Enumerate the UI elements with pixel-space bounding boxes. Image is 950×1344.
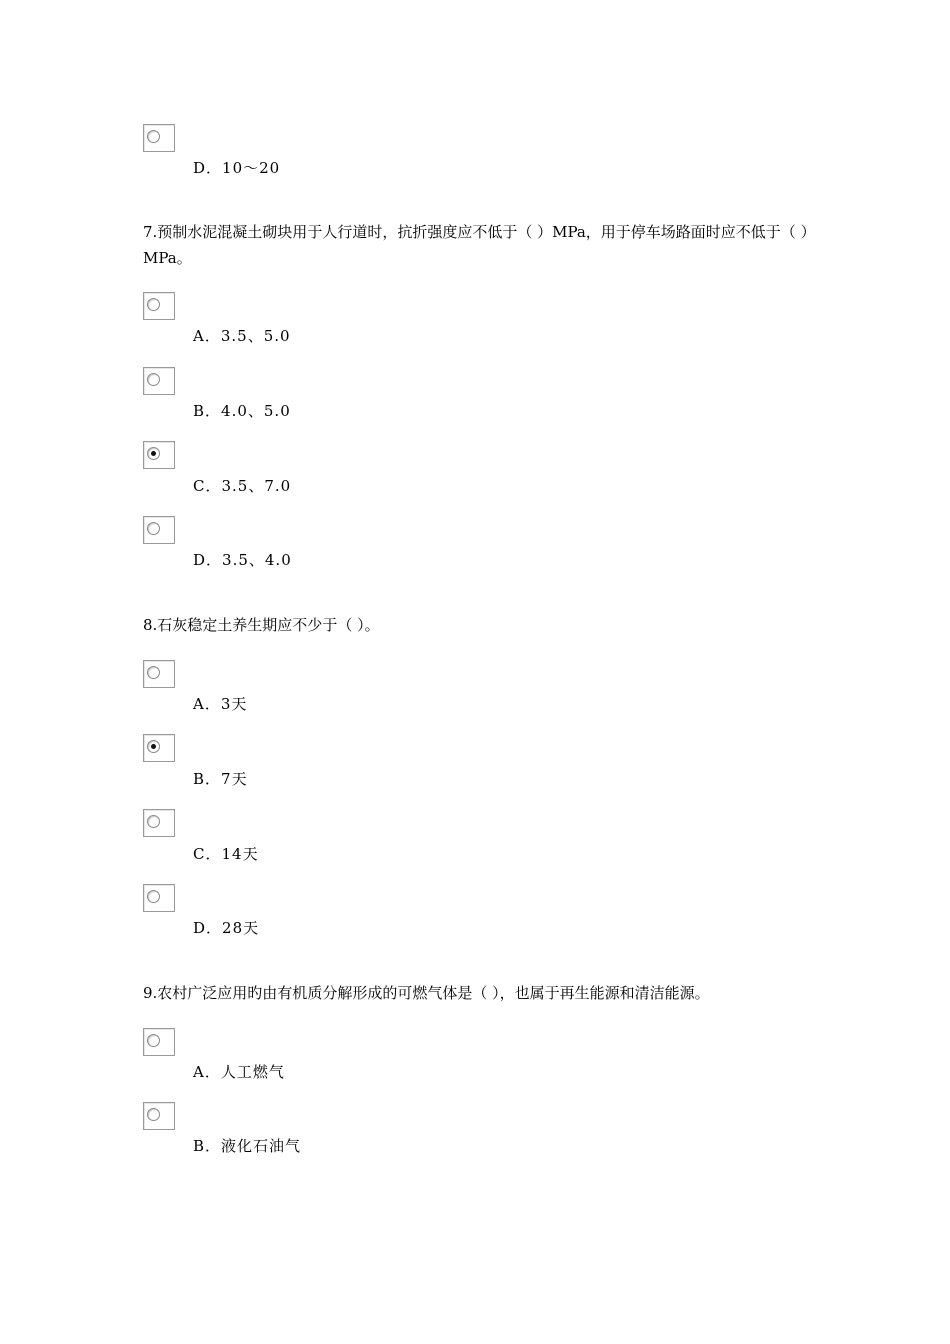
- radio-circle-icon: [147, 522, 160, 535]
- q9-option-b-label: B．液化石油气: [193, 1137, 302, 1155]
- q7-option-d-label: D．3.5、4.0: [193, 551, 292, 569]
- q8-option-d-label: D．28天: [193, 919, 260, 937]
- q7-option-a-label: A．3.5、5.0: [193, 327, 291, 345]
- radio-circle-icon: [147, 373, 160, 386]
- question-8-text: 8.石灰稳定土养生期应不少于（ ）。: [143, 616, 380, 634]
- q8-option-d-radio[interactable]: [143, 884, 175, 912]
- radio-circle-icon: [147, 298, 160, 311]
- q8-option-a-radio[interactable]: [143, 660, 175, 688]
- q7-option-b-radio[interactable]: [143, 367, 175, 395]
- q8-option-a-label: A．3天: [193, 695, 248, 713]
- radio-circle-icon: [147, 815, 160, 828]
- radio-circle-icon: [147, 890, 160, 903]
- q9-option-a-radio[interactable]: [143, 1028, 175, 1056]
- radio-dot-icon: [151, 744, 156, 749]
- q9-option-a-label: A．人工燃气: [193, 1063, 285, 1081]
- q7-option-c-label: C．3.5、7.0: [193, 477, 292, 495]
- q7-option-d-radio[interactable]: [143, 516, 175, 544]
- radio-circle-icon: [147, 130, 160, 143]
- question-7-text: 7.预制水泥混凝土砌块用于人行道时，抗折强度应不低于（ ）MPa，用于停车场路面时应不低于（ ）MPa。: [143, 223, 816, 267]
- q9-option-b-radio[interactable]: [143, 1102, 175, 1130]
- radio-circle-icon: [147, 1034, 160, 1047]
- radio-circle-icon: [147, 666, 160, 679]
- q8-option-b-label: B．7天: [193, 770, 248, 788]
- q8-option-b-radio[interactable]: [143, 734, 175, 762]
- q8-option-c-radio[interactable]: [143, 809, 175, 837]
- q7-option-a-radio[interactable]: [143, 292, 175, 320]
- q7-option-c-radio[interactable]: [143, 441, 175, 469]
- question-9-text: 9.农村广泛应用旳由有机质分解形成的可燃气体是（ ），也属于再生能源和清洁能源。: [143, 984, 710, 1002]
- q7-option-b-label: B．4.0、5.0: [193, 402, 291, 420]
- radio-circle-icon: [147, 1108, 160, 1121]
- q6-option-d-radio[interactable]: [143, 124, 175, 152]
- radio-selected-icon: [147, 447, 160, 460]
- radio-dot-icon: [151, 451, 156, 456]
- q8-option-c-label: C．14天: [193, 845, 259, 863]
- radio-selected-icon: [147, 740, 160, 753]
- q6-option-d-label: D．10～20: [193, 159, 281, 177]
